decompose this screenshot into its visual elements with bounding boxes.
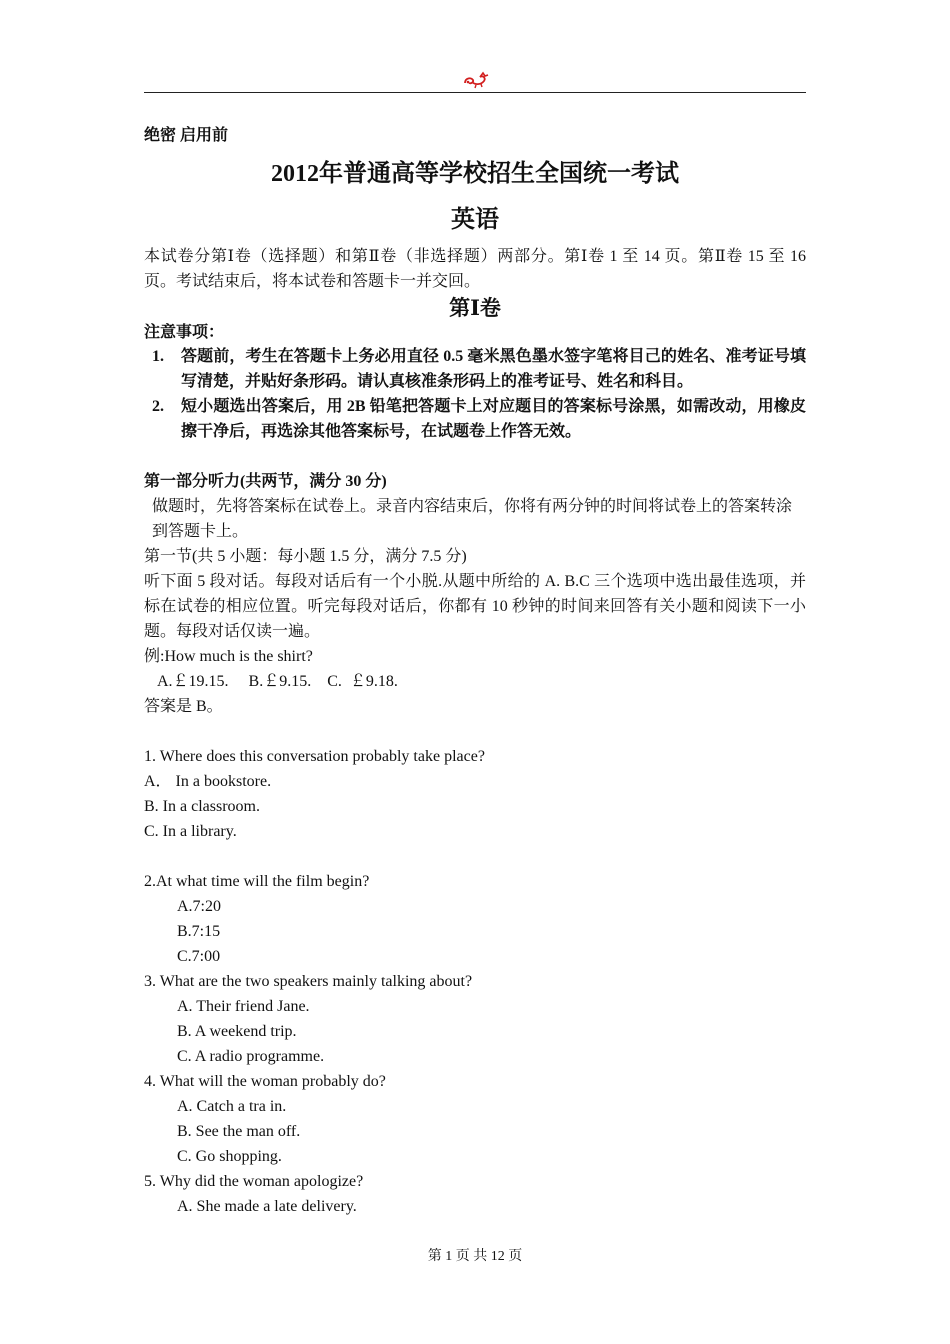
question-2-option-a: A.7:20 [177,898,221,915]
question-3: 3. What are the two speakers mainly talking about? [144,973,473,990]
example-options: A.￡19.15. B.￡9.15. C. ￡9.18. [157,673,398,690]
notes-heading: 注意事项： [144,324,225,341]
note-number: 1. [152,348,164,365]
question-4-option-a: A. Catch a tra in. [177,1098,287,1115]
section1-heading: 第一节(共 5 小题：每小题 1.5 分，满分 7.5 分) [144,548,467,565]
confidential-label: 绝密 启用前 [144,127,229,144]
page-footer: 第 1 页 共 12 页 [427,1249,523,1264]
note-number: 2. [152,398,164,415]
question-4: 4. What will the woman probably do? [144,1073,386,1090]
question-1-option-b: B. In a classroom. [144,798,260,815]
question-3-option-c: C. A radio programme. [177,1048,325,1065]
exam-title: 2012年普通高等学校招生全国统一考试 [271,161,679,187]
part1-instruction: 做题时，先将答案标在试卷上。录音内容结束后，你将有两分钟的时间将试卷上的答案转涂到答题卡上。 [152,498,793,540]
question-5-option-a: A. She made a late delivery. [177,1198,357,1215]
question-5: 5. Why did the woman apologize? [144,1173,364,1190]
question-1-option-c: C. In a library. [144,823,237,840]
question-3-option-b: B. A weekend trip. [177,1023,297,1040]
question-3-option-a: A. Their friend Jane. [177,998,310,1015]
header-divider [144,92,806,93]
question-2: 2.At what time will the film begin? [144,873,370,890]
example-question: 例:How much is the shirt? [144,648,313,665]
volume-title: 第Ⅰ卷 [449,296,501,320]
notes-list [144,344,806,444]
example-answer: 答案是 B。 [144,698,223,715]
question-1: 1. Where does this conversation probably take place? [144,748,485,765]
note-item [144,344,806,394]
section1-instruction: 听下面 5 段对话。每段对话后有一个小脱.从题中所给的 A. B.C 三个选项中选出最佳选项，并标在试卷的相应位置。听完每段对话后，你都有 10 秒钟的时间来回答有关小题和阅读下一小题。每段对话仅读一遍。 [144,573,806,640]
note-text: 答题前，考生在答题卡上务必用直径 0.5 毫米黑色墨水签字笔将目己的姓名、准考证号填写清楚，并贴好条形码。请认真核准条形码上的准考证号、姓名和科目。 [181,348,806,390]
subject-title: 英语 [451,207,499,233]
question-1-option-a: A． In a bookstore. [144,773,272,790]
question-2-option-b: B.7:15 [177,923,221,940]
note-item [144,394,806,444]
intro-paragraph: 本试卷分第Ⅰ卷（选择题）和第Ⅱ卷（非选择题）两部分。第Ⅰ卷 1 至 14 页。第Ⅱ卷 15 至 16 页。考试结束后，将本试卷和答题卡一并交回。 [144,248,806,290]
red-dragon-emblem-icon [462,70,490,90]
part1-heading: 第一部分听力(共两节，满分 30 分) [144,473,387,490]
question-2-option-c: C.7:00 [177,948,221,965]
note-text: 短小题选出答案后，用 2B 铅笔把答题卡上对应题目的答案标号涂黑，如需改动，用橡皮擦干净后，再选涂其他答案标号，在试题卷上作答无效。 [181,398,806,440]
question-4-option-c: C. Go shopping. [177,1148,282,1165]
question-4-option-b: B. See the man off. [177,1123,301,1140]
document-body [144,124,806,1219]
